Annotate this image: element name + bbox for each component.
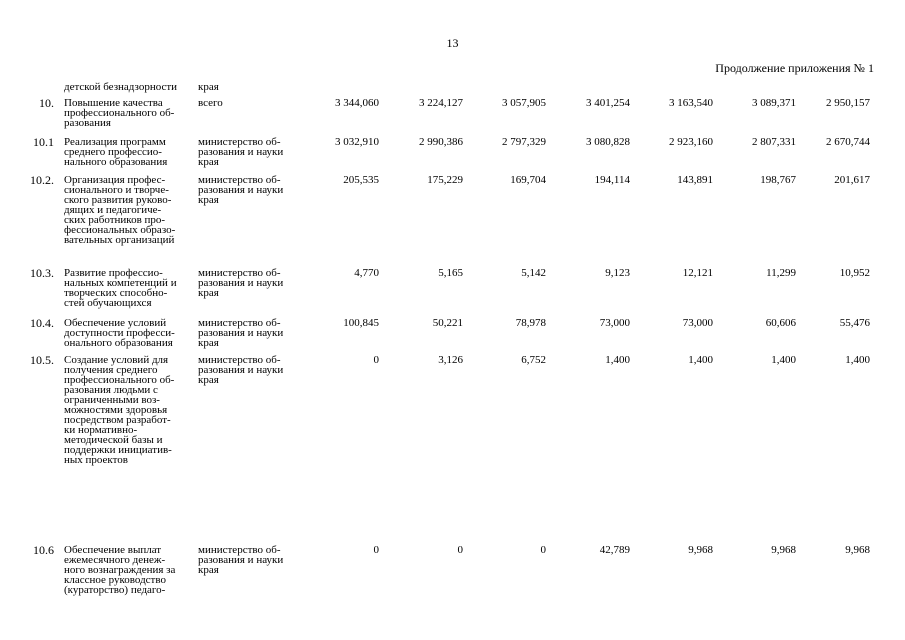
value-cell: 9,968 bbox=[771, 544, 796, 556]
row-number: 10.2. bbox=[30, 173, 54, 187]
value-cell: 3 163,540 bbox=[669, 97, 713, 109]
value-cell: 4,770 bbox=[354, 267, 379, 279]
value-cell: 78,978 bbox=[515, 317, 546, 329]
value-cell: 6,752 bbox=[521, 354, 546, 366]
value-cell: 0 bbox=[540, 544, 546, 556]
value-cell: 3 344,060 bbox=[335, 97, 379, 109]
value-cell: 60,606 bbox=[765, 317, 796, 329]
value-cell: 169,704 bbox=[510, 174, 546, 186]
value-cell: 0 bbox=[373, 544, 379, 556]
value-cell: 1,400 bbox=[845, 354, 870, 366]
value-cell: 201,617 bbox=[834, 174, 870, 186]
activity-name: детской безнадзорности bbox=[64, 81, 178, 93]
value-cell: 55,476 bbox=[839, 317, 870, 329]
row-number: 10.6 bbox=[33, 543, 54, 557]
value-cell: 2 807,331 bbox=[752, 136, 796, 148]
executor: министерство об- разования и науки края bbox=[198, 136, 284, 168]
executor: министерство об- разования и науки края bbox=[198, 544, 284, 576]
value-cell: 11,299 bbox=[766, 267, 796, 279]
row-number: 10.4. bbox=[30, 316, 54, 330]
value-cell: 143,891 bbox=[677, 174, 713, 186]
executor: всего bbox=[198, 97, 223, 109]
value-cell: 175,229 bbox=[427, 174, 463, 186]
value-cell: 5,142 bbox=[521, 267, 546, 279]
value-cell: 2 950,157 bbox=[826, 97, 870, 109]
value-cell: 2 990,386 bbox=[419, 136, 463, 148]
value-cell: 3 089,371 bbox=[752, 97, 796, 109]
value-cell: 1,400 bbox=[688, 354, 713, 366]
activity-name: Обеспечение выплат ежемесячного денеж- ного вознаграждения за классное руководство (кураторство) педаго- bbox=[64, 544, 176, 596]
value-cell: 2 670,744 bbox=[826, 136, 870, 148]
activity-name: Создание условий для получения среднего профессионального об- разования людьми с ограниченными воз- можностями здоровья посредством разработ- ки нормативно- методической базы и поддержки инициатив- ных проектов bbox=[64, 354, 175, 466]
value-cell: 73,000 bbox=[682, 317, 713, 329]
value-cell: 3 224,127 bbox=[419, 97, 463, 109]
value-cell: 12,121 bbox=[682, 267, 713, 279]
value-cell: 42,789 bbox=[599, 544, 630, 556]
appendix-continuation-note: Продолжение приложения № 1 bbox=[715, 61, 874, 75]
row-number: 10.3. bbox=[30, 266, 54, 280]
value-cell: 3 032,910 bbox=[335, 136, 379, 148]
value-cell: 73,000 bbox=[599, 317, 630, 329]
value-cell: 3 080,828 bbox=[586, 136, 630, 148]
value-cell: 1,400 bbox=[605, 354, 630, 366]
executor: министерство об- разования и науки края bbox=[198, 317, 284, 349]
value-cell: 198,767 bbox=[760, 174, 796, 186]
value-cell: 194,114 bbox=[594, 174, 630, 186]
value-cell: 3 401,254 bbox=[586, 97, 630, 109]
value-cell: 2 923,160 bbox=[669, 136, 713, 148]
value-cell: 3,126 bbox=[438, 354, 463, 366]
value-cell: 100,845 bbox=[343, 317, 379, 329]
activity-name: Повышение качества профессионального об- разования bbox=[64, 97, 175, 129]
activity-name: Обеспечение условий доступности професси- онального образования bbox=[64, 317, 175, 349]
value-cell: 0 bbox=[457, 544, 463, 556]
value-cell: 2 797,329 bbox=[502, 136, 546, 148]
executor: министерство об- разования и науки края bbox=[198, 174, 284, 206]
page-number: 13 bbox=[446, 36, 459, 50]
executor: министерство об- разования и науки края bbox=[198, 267, 284, 299]
value-cell: 9,968 bbox=[688, 544, 713, 556]
value-cell: 9,123 bbox=[605, 267, 630, 279]
executor: министерство об- разования и науки края bbox=[198, 354, 284, 386]
row-number: 10.5. bbox=[30, 353, 54, 367]
value-cell: 3 057,905 bbox=[502, 97, 546, 109]
value-cell: 1,400 bbox=[771, 354, 796, 366]
activity-name: Организация профес- сионального и творче- ского развития руково- дящих и педагогиче- ских работников про- фессиональных образо- вательных организаций bbox=[64, 174, 176, 246]
value-cell: 5,165 bbox=[438, 267, 463, 279]
row-number: 10.1 bbox=[33, 135, 54, 149]
value-cell: 9,968 bbox=[845, 544, 870, 556]
value-cell: 205,535 bbox=[343, 174, 379, 186]
activity-name: Развитие профессио- нальных компетенций и творческих способно- стей обучающихся bbox=[64, 267, 177, 309]
value-cell: 50,221 bbox=[432, 317, 463, 329]
executor: края bbox=[198, 81, 219, 93]
activity-name: Реализация программ среднего профессио- нального образования bbox=[64, 136, 168, 168]
value-cell: 10,952 bbox=[839, 267, 870, 279]
value-cell: 0 bbox=[373, 354, 379, 366]
row-number: 10. bbox=[39, 96, 54, 110]
